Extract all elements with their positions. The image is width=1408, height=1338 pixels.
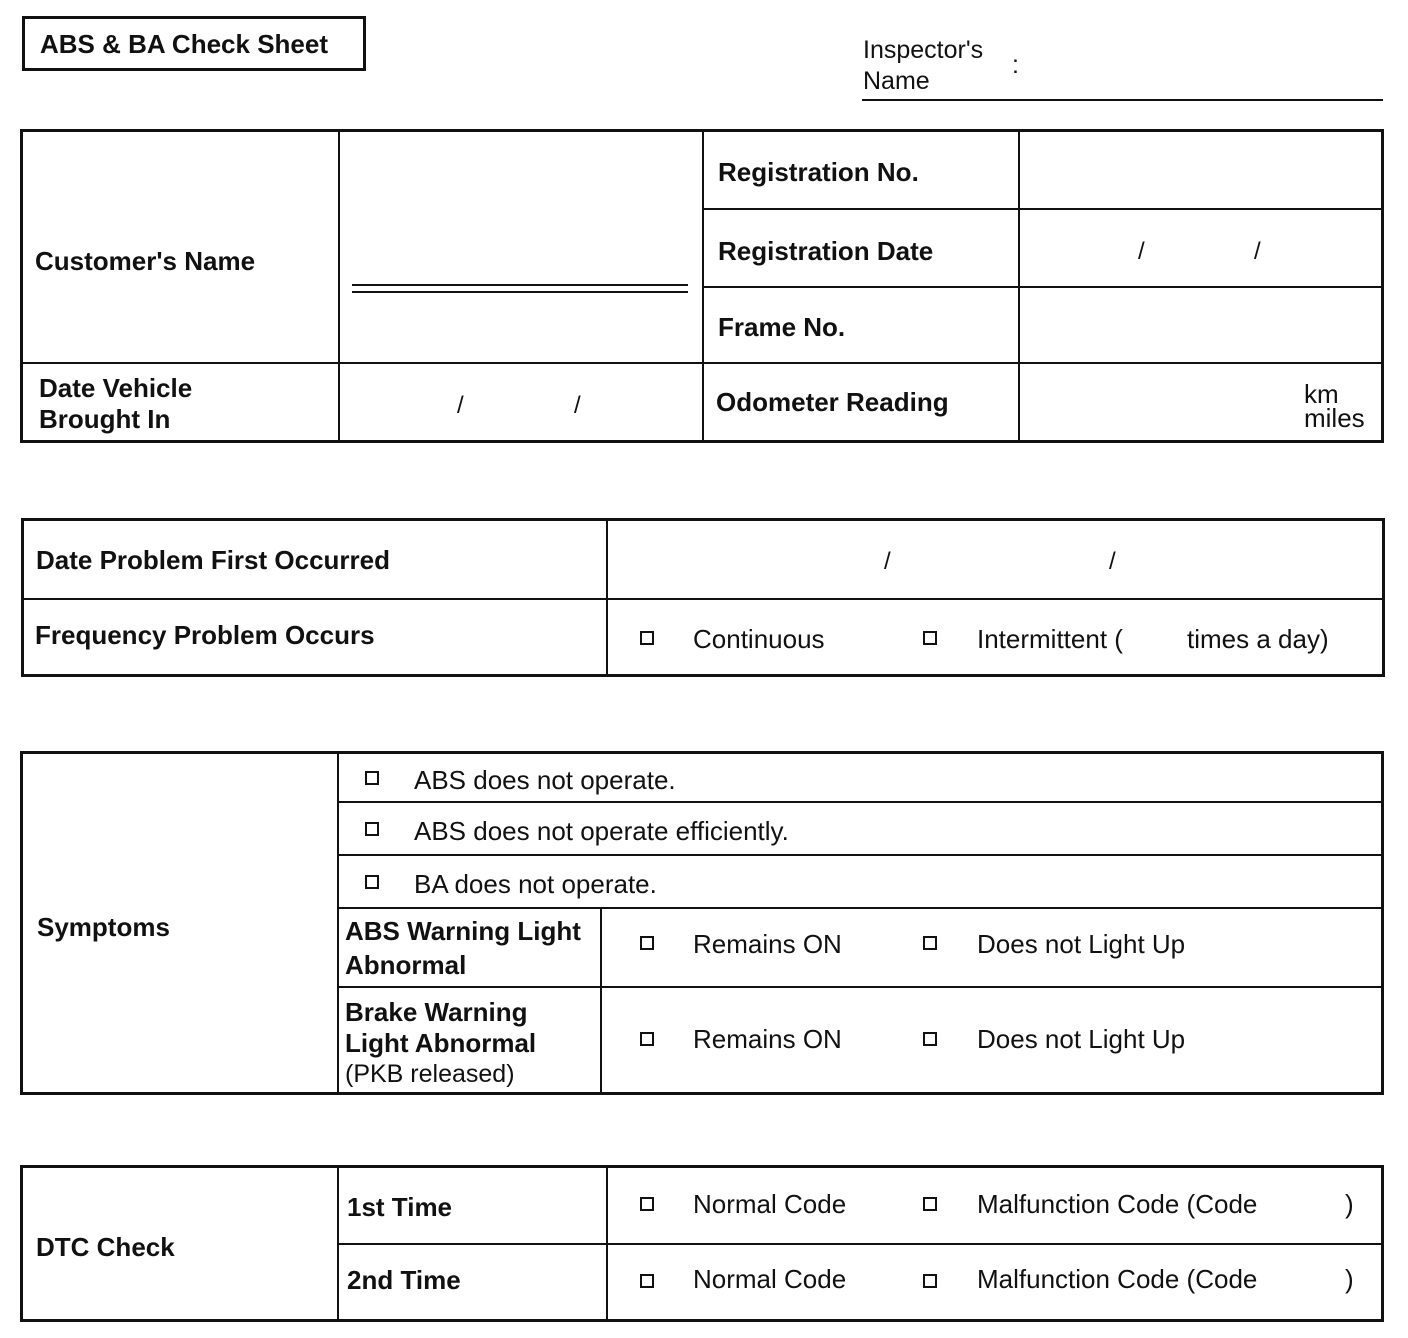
brake-does-not-light-checkbox[interactable] [923,1032,937,1046]
brake-warning-light-label-line1: Brake Warning [345,997,528,1027]
brake-remains-on-checkbox[interactable] [640,1032,654,1046]
symptom-item: BA does not operate. [414,869,657,899]
remains-on-label: Remains ON [693,1024,842,1054]
second-normal-code-checkbox[interactable] [640,1274,654,1288]
normal-code-label: Normal Code [693,1189,847,1219]
inspector-label-line2: Name [863,67,930,95]
page-title: ABS & BA Check Sheet [40,29,328,59]
first-time-label: 1st Time [347,1192,453,1222]
date-separator: / [1138,238,1145,265]
date-separator: / [574,392,581,419]
frame-no-field[interactable] [1020,289,1380,361]
unit-km: km [1304,379,1339,409]
symptom-checkbox[interactable] [365,875,379,889]
close-paren: ) [1345,1189,1354,1219]
brake-warning-light-note: (PKB released) [345,1060,515,1088]
does-not-light-label: Does not Light Up [977,929,1186,959]
does-not-light-label: Does not Light Up [977,1024,1186,1054]
abs-does-not-light-checkbox[interactable] [923,936,937,950]
first-malfunction-code-checkbox[interactable] [923,1197,937,1211]
abs-warning-light-label-line1: ABS Warning Light [345,916,581,946]
second-time-label: 2nd Time [347,1265,461,1295]
dtc-check-label: DTC Check [36,1232,175,1262]
continuous-label: Continuous [693,624,825,654]
intermittent-checkbox[interactable] [923,631,937,645]
date-separator: / [884,548,891,575]
registration-no-field[interactable] [1020,133,1380,207]
times-a-day-label: times a day) [1187,624,1329,654]
symptoms-label: Symptoms [37,912,170,942]
inspector-name-field[interactable] [862,99,1383,101]
second-malfunction-code-checkbox[interactable] [923,1274,937,1288]
brake-warning-light-label-line2: Light Abnormal [345,1028,537,1058]
date-separator: / [1254,238,1261,265]
symptom-item: ABS does not operate efficiently. [414,816,789,846]
registration-date-label: Registration Date [718,236,934,266]
abs-remains-on-checkbox[interactable] [640,936,654,950]
odometer-label: Odometer Reading [716,387,949,417]
date-separator: / [457,392,464,419]
registration-no-label: Registration No. [718,157,919,187]
date-brought-in-label-line2: Brought In [39,404,171,434]
continuous-checkbox[interactable] [640,631,654,645]
symptom-checkbox[interactable] [365,771,379,785]
abs-warning-light-label-line2: Abnormal [345,950,467,980]
inspector-colon: : [1012,51,1019,79]
customer-name-label: Customer's Name [35,246,256,276]
date-separator: / [1109,548,1116,575]
unit-miles: miles [1304,403,1365,433]
first-normal-code-checkbox[interactable] [640,1197,654,1211]
normal-code-label: Normal Code [693,1264,847,1294]
symptom-item: ABS does not operate. [414,765,676,795]
date-first-occurred-label: Date Problem First Occurred [36,545,390,575]
close-paren: ) [1345,1264,1354,1294]
date-brought-in-label-line1: Date Vehicle [39,373,193,403]
intermittent-label: Intermittent ( [977,624,1123,654]
malfunction-code-label: Malfunction Code (Code [977,1189,1258,1219]
customer-name-field[interactable] [352,284,688,286]
malfunction-code-label: Malfunction Code (Code [977,1264,1258,1294]
frame-no-label: Frame No. [718,312,846,342]
remains-on-label: Remains ON [693,929,842,959]
inspector-label-line1: Inspector's [863,36,984,64]
frequency-label: Frequency Problem Occurs [35,620,375,650]
symptom-checkbox[interactable] [365,822,379,836]
